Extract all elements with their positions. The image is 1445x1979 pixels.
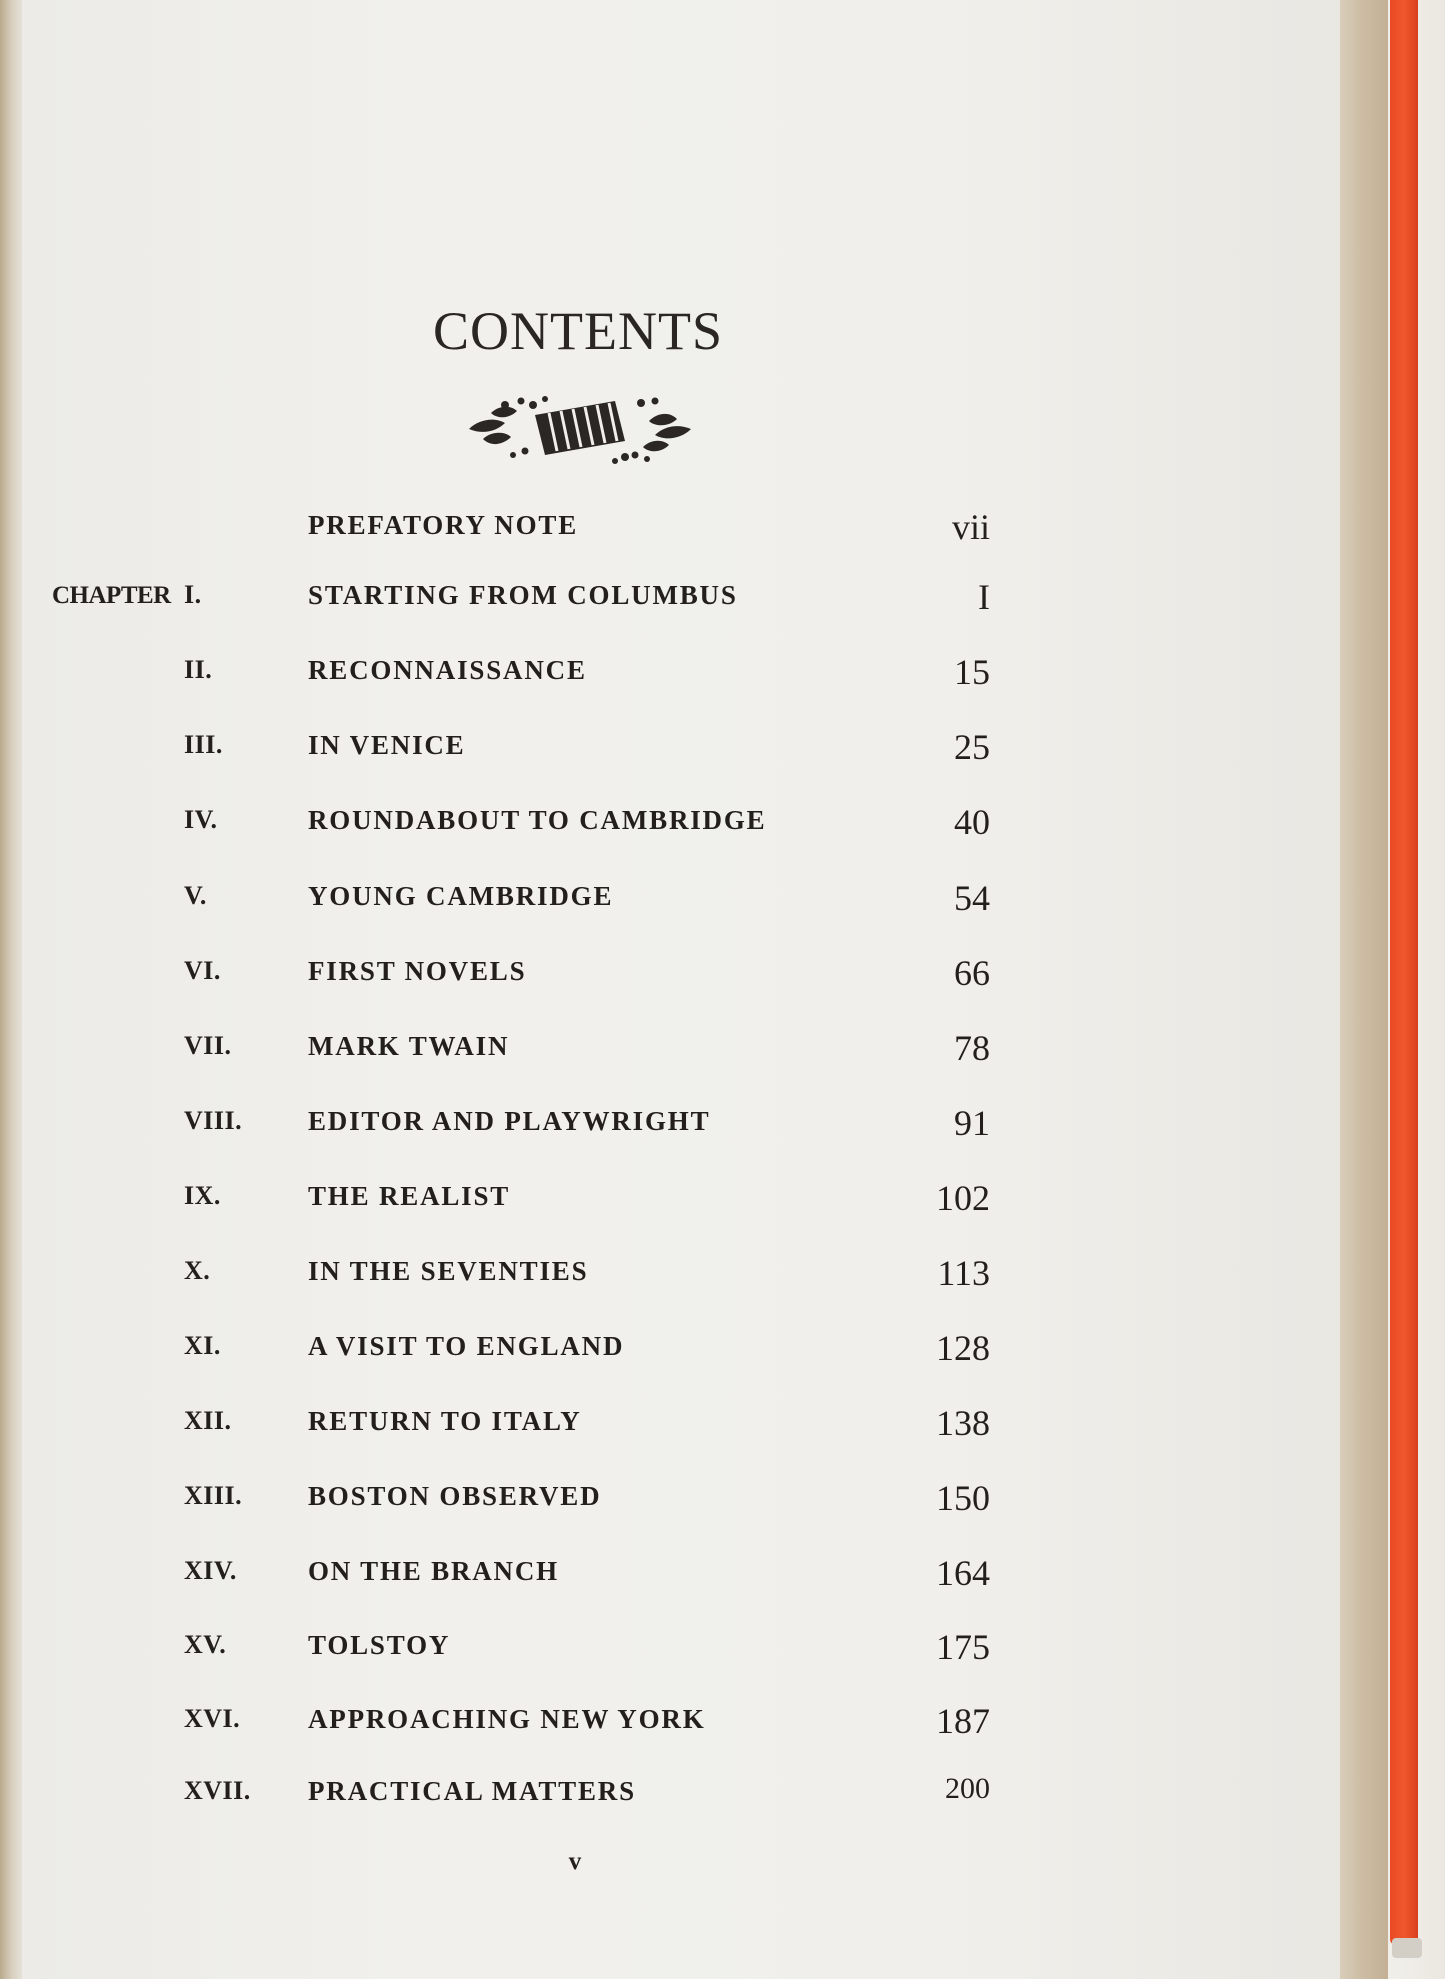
toc-title: PREFATORY NOTE <box>308 510 579 540</box>
chapter-numeral: XVII. <box>184 1776 251 1805</box>
toc-title: THE REALIST <box>308 1181 511 1211</box>
toc-title: FIRST NOVELS <box>308 956 527 986</box>
toc-title: ON THE BRANCH <box>308 1556 559 1586</box>
toc-row-chapter[interactable] <box>0 1327 1100 1367</box>
page-edges <box>1340 0 1392 1979</box>
toc-row-chapter[interactable] <box>0 1552 1100 1592</box>
toc-title: BOSTON OBSERVED <box>308 1481 602 1511</box>
cover-corner <box>1392 1938 1422 1958</box>
toc-title: TOLSTOY <box>308 1630 451 1660</box>
toc-row-chapter[interactable] <box>0 1402 1100 1442</box>
toc-title: A VISIT TO ENGLAND <box>308 1331 625 1361</box>
toc-page-number: 113 <box>937 1253 990 1293</box>
toc-page-number: vii <box>951 507 990 547</box>
toc-row-chapter[interactable] <box>0 726 1100 766</box>
toc-page-number: 40 <box>954 802 990 842</box>
toc-row-chapter[interactable] <box>0 1177 1100 1217</box>
toc-row-chapter[interactable] <box>0 1252 1100 1292</box>
toc-page-number: 54 <box>954 878 990 918</box>
toc-page-number: 25 <box>954 727 990 767</box>
toc-title: EDITOR AND PLAYWRIGHT <box>308 1106 711 1136</box>
chapter-numeral: VIII. <box>184 1106 243 1135</box>
toc-row-chapter[interactable] <box>0 877 1100 917</box>
chapter-numeral: II. <box>184 655 213 684</box>
toc-page-number: 138 <box>936 1403 990 1443</box>
toc-title: IN VENICE <box>308 730 466 760</box>
toc-row-chapter[interactable] <box>0 1772 1100 1812</box>
page-folio: v <box>568 1848 582 1875</box>
toc-page-number: 200 <box>945 1772 990 1805</box>
toc-title: MARK TWAIN <box>308 1031 510 1061</box>
toc-row-chapter[interactable] <box>0 952 1100 992</box>
toc-row-chapter[interactable] <box>0 1027 1100 1067</box>
chapter-numeral: IV. <box>184 805 218 834</box>
toc-title: PRACTICAL MATTERS <box>308 1776 636 1806</box>
toc-title: STARTING FROM COLUMBUS <box>308 580 738 610</box>
chapter-numeral: XIII. <box>184 1481 243 1510</box>
toc-page-number: 78 <box>954 1028 990 1068</box>
toc-row-chapter[interactable] <box>0 1102 1100 1142</box>
toc-title: APPROACHING NEW YORK <box>308 1704 706 1734</box>
chapter-numeral: XVI. <box>184 1704 241 1733</box>
toc-page-number: 128 <box>936 1328 990 1368</box>
toc-row-chapter[interactable] <box>0 576 1100 616</box>
contents-heading: CONTENTS <box>433 301 723 361</box>
toc-row-chapter[interactable] <box>0 801 1100 841</box>
chapter-numeral: XI. <box>184 1331 221 1360</box>
chapter-numeral: XIV. <box>184 1556 237 1585</box>
chapter-numeral: IX. <box>184 1181 221 1210</box>
chapter-numeral: X. <box>184 1256 211 1285</box>
toc-page-number: 102 <box>936 1178 990 1218</box>
toc-title: RETURN TO ITALY <box>308 1406 582 1436</box>
toc-row-chapter[interactable] <box>0 1477 1100 1517</box>
toc-page-number: 164 <box>936 1553 990 1593</box>
chapter-numeral: V. <box>184 881 207 910</box>
decorative-ornament <box>465 393 695 465</box>
toc-row-prefatory[interactable] <box>0 506 1100 546</box>
toc-row-chapter[interactable] <box>0 651 1100 691</box>
toc-title: IN THE SEVENTIES <box>308 1256 589 1286</box>
toc-page-number: 66 <box>954 953 990 993</box>
chapter-numeral: XV. <box>184 1630 227 1659</box>
toc-page-number: I <box>978 577 990 617</box>
toc-page-number: 15 <box>954 652 990 692</box>
toc-page-number: 175 <box>936 1627 990 1667</box>
chapter-numeral: XII. <box>184 1406 232 1435</box>
toc-page-number: 150 <box>936 1478 990 1518</box>
chapter-numeral: VII. <box>184 1031 232 1060</box>
red-cover-edge <box>1390 0 1418 1945</box>
toc-page-number: 187 <box>936 1701 990 1741</box>
toc-title: YOUNG CAMBRIDGE <box>308 881 614 911</box>
toc-title: ROUNDABOUT TO CAMBRIDGE <box>308 805 767 835</box>
toc-page-number: 91 <box>954 1103 990 1143</box>
chapter-numeral: III. <box>184 730 223 759</box>
chapter-label: CHAPTER <box>52 582 171 609</box>
chapter-numeral: VI. <box>184 956 221 985</box>
chapter-numeral: I. <box>184 580 202 609</box>
toc-row-chapter[interactable] <box>0 1700 1100 1740</box>
toc-row-chapter[interactable] <box>0 1626 1100 1666</box>
toc-title: RECONNAISSANCE <box>308 655 587 685</box>
